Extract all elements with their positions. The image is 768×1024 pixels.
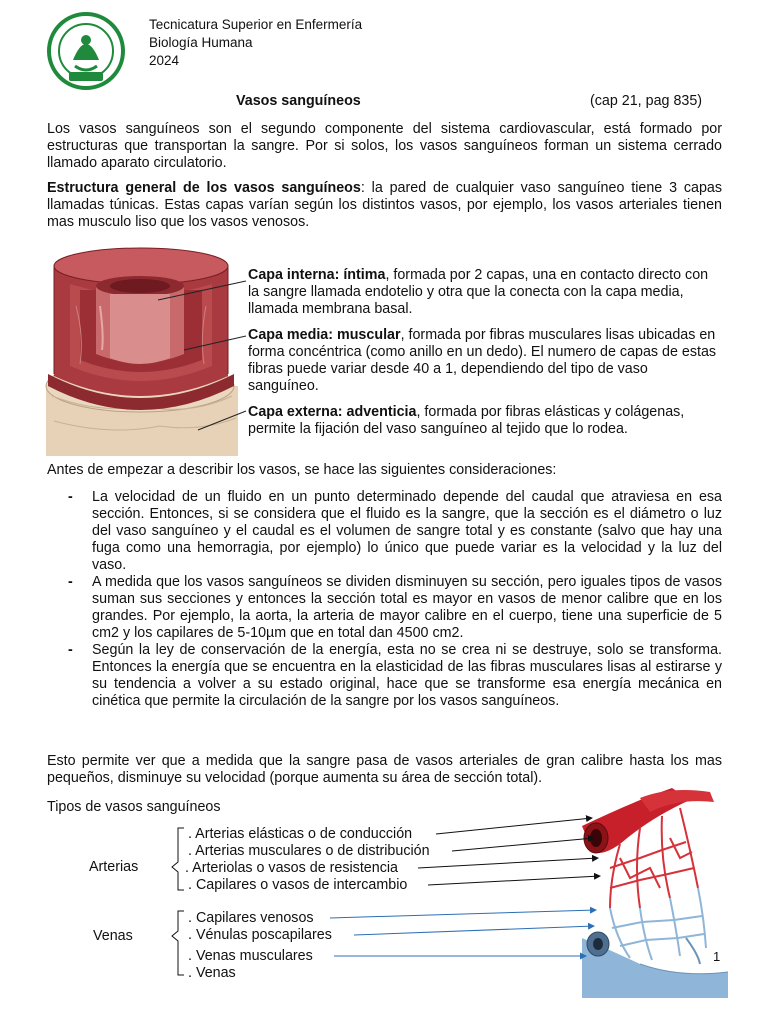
list-item — [64, 489, 722, 574]
layer-intima-text: , formada por 2 capas, una en contacto directo con la sangre llamada endotelio y otra que la conecta con la capa media, llamada membrana basal. — [248, 267, 709, 317]
bullet-dash: - — [68, 642, 73, 658]
structure-heading: Estructura general de los vasos sanguíneos — [47, 180, 361, 196]
bullet-dash: - — [68, 574, 73, 590]
venas-item-musculares: . Venas musculares — [188, 948, 313, 964]
header-subject: Biología Humana — [149, 35, 253, 50]
arterias-item-elasticas: . Arterias elásticas o de conducción — [188, 826, 413, 842]
vessel-types-title: Tipos de vasos sanguíneos — [47, 799, 221, 815]
venas-item-capilares: . Capilares venosos — [188, 910, 314, 926]
institution-seal-logo — [45, 12, 127, 90]
header-year: 2024 — [149, 53, 180, 68]
arterias-label: Arterias — [89, 859, 139, 875]
list-item — [64, 574, 722, 642]
bullet-dash: - — [68, 489, 73, 505]
chapter-reference: (cap 21, pag 835) — [590, 93, 703, 109]
venas-label: Venas — [93, 928, 133, 944]
capillary-network-illustration — [580, 788, 730, 998]
page-number: 1 — [713, 949, 721, 964]
structure-paragraph — [47, 180, 722, 231]
bullet-text: La velocidad de un fluido en un punto determinado depende del caudal que atraviesa en esa sección. Entonces, si se considera que el fluido es la sangre, que la sección es el diámetro o luz del vaso sanguíneo y el caudal es el volumen de sangre total y es constante (salvo que hay una fuga como una hemorragia, por ejemplo) lo único que puede variar es la velocidad y la luz del vaso. — [92, 489, 722, 573]
considerations-list — [64, 489, 722, 710]
layer-intima — [248, 267, 718, 318]
bullet-text: Según la ley de conservación de la energía, esta no se crea ni se destruye, solo se transforma. Entonces la energía que se encuentra en la elasticidad de las fibras musculares lisas al estirarse y su tendencia a volver a su estado original, hace que se transforme esa energía mecánica en cinética que permite la circulación de la sangre por los vasos sanguíneos. — [92, 642, 722, 709]
vessel-layers-illustration — [40, 246, 240, 456]
bullet-text: A medida que los vasos sanguíneos se dividen disminuyen su sección, pero iguales tipos de vasos suman sus secciones y entonces la sección total es mayor en vasos de menor calibre que en los grandes. Por ejemplo, la aorta, la arteria de mayor calibre en el cuerpo, tiene una superficie de 5 cm2 y los capilares de 5-10µm que en total dan 4500 cm2. — [92, 574, 722, 641]
intro-paragraph: Los vasos sanguíneos son el segundo componente del sistema cardiovascular, está formado por estructuras que transportan la sangre. Por si solos, los vasos sanguíneos forman un sistema cerrado llamado aparato circulatorio. — [47, 121, 722, 171]
venas-item-venulas: . Vénulas poscapilares — [188, 927, 332, 943]
arterias-item-arteriolas: . Arteriolas o vasos de resistencia — [185, 860, 398, 876]
venas-item-venas: . Venas — [188, 965, 236, 981]
layer-intima-heading: Capa interna: íntima — [248, 267, 386, 283]
layer-media — [248, 327, 718, 395]
layer-media-heading: Capa media: muscular — [248, 327, 401, 343]
layer-adventitia-heading: Capa externa: adventicia — [248, 404, 417, 420]
arterias-item-musculares: . Arterias musculares o de distribución — [188, 843, 430, 859]
layer-adventitia-text: , formada por fibras elásticas y colágenas, permite la fijación del vaso sanguíneo al tejido que lo rodea. — [248, 404, 685, 437]
arterias-item-capilares: . Capilares o vasos de intercambio — [188, 877, 408, 893]
layer-adventitia — [248, 404, 718, 438]
header-program: Tecnicatura Superior en Enfermería — [149, 17, 363, 32]
list-item — [64, 642, 722, 710]
page-title: Vasos sanguíneos — [236, 93, 361, 109]
document-header — [149, 16, 362, 70]
considerations-intro: Antes de empezar a describir los vasos, se hace las siguientes consideraciones: — [47, 462, 557, 478]
structure-text: : la pared de cualquier vaso sanguíneo tiene 3 capas llamadas túnicas. Estas capas varían según los distintos vasos, por ejemplo, los vasos arteriales tienen mas musculo liso que los vasos venosos. — [47, 180, 722, 230]
conclusion-paragraph: Esto permite ver que a medida que la sangre pasa de vasos arteriales de gran calibre hasta los mas pequeños, disminuye su velocidad (porque aumenta su área de sección total). — [47, 753, 722, 786]
layer-media-text: , formada por fibras musculares lisas ubicadas en forma concéntrica (como anillo en un dedo). El numero de capas de estas fibras puede variar desde 40 a 1, dependiendo del tipo de vaso sanguíneo. — [248, 327, 717, 394]
